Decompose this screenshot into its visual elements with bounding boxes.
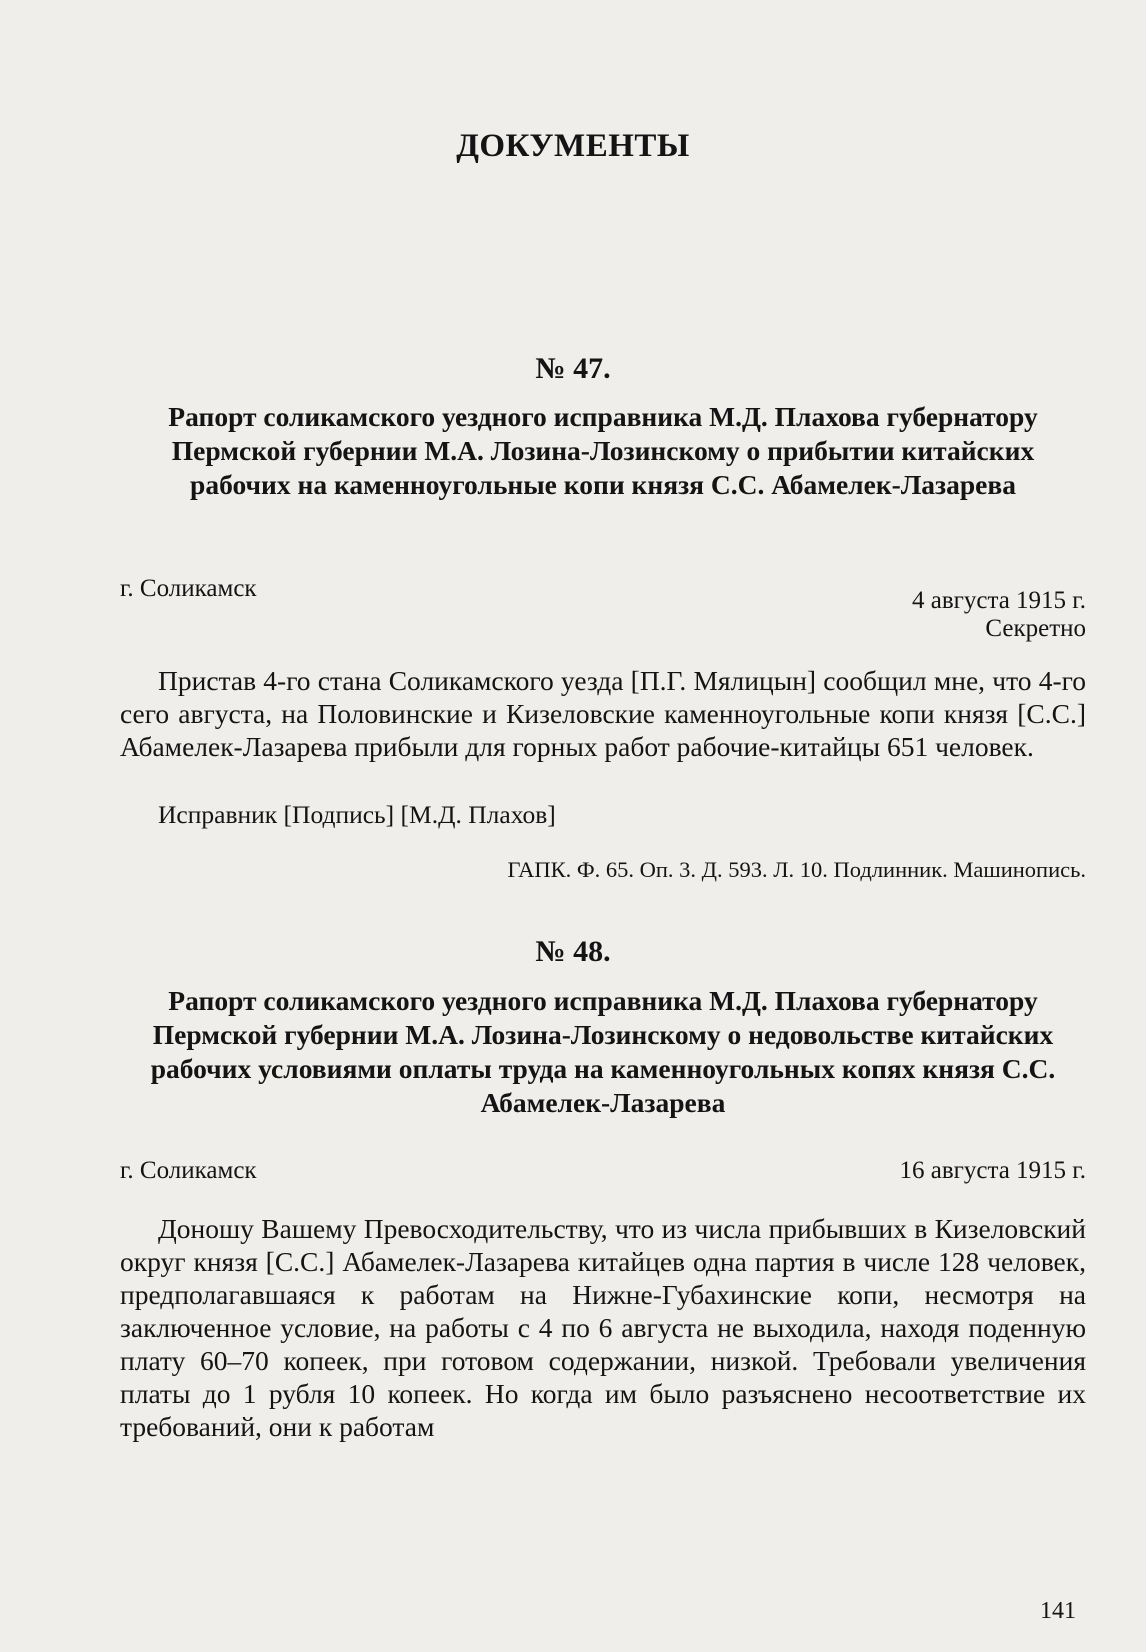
doc-47-signature: Исправник [Подпись] [М.Д. Плахов] bbox=[158, 800, 556, 829]
doc-47-place: г. Соликамск bbox=[120, 575, 257, 602]
doc-47-meta bbox=[120, 575, 1086, 614]
doc-47-date: 4 августа 1915 г. bbox=[911, 587, 1086, 614]
doc-48-place: г. Соликамск bbox=[120, 1157, 257, 1184]
doc-47-archive-ref: ГАПК. Ф. 65. Оп. 3. Д. 593. Л. 10. Подлинник. Машинопись. bbox=[507, 857, 1086, 882]
doc-48-body: Доношу Вашему Превосходительству, что из числа прибывших в Кизеловский округ князя [С.С.] Абамелек-Лазарева китайцев одна партия в числе 128 человек, предполагавшаяся к работам на Нижне-Губахинские копи, несмотря на заключенное условие, на работы с 4 по 6 августа не выходила, находя поденную плату 60–70 копеек, при готовом содержании, низкой. Требовали увеличения платы до 1 рубля 10 копеек. Но когда им было разъяснено несоответствие их требований, они к работам bbox=[120, 1213, 1086, 1442]
doc-48-title: Рапорт соликамского уездного исправника М.Д. Плахова губернатору Пермской губернии М.А. Лозина-Лозинскому о недовольстве китайских рабочих условиями оплаты труда на каменноугольных копях князя С.С. Абамелек-Лазарева bbox=[150, 985, 1056, 1118]
doc-47-number: № 47. bbox=[535, 352, 611, 385]
doc-48-meta bbox=[120, 1157, 1086, 1187]
doc-47-secret-mark: Секретно bbox=[985, 615, 1086, 642]
doc-47-title: Рапорт соликамского уездного исправника М.Д. Плахова губернатору Пермской губернии М.А. Лозина-Лозинскому о прибытии китайских рабочих на каменноугольные копи князя С.С. Абамелек-Лазарева bbox=[168, 401, 1038, 500]
doc-48-date: 16 августа 1915 г. bbox=[899, 1157, 1086, 1184]
section-title: ДОКУМЕНТЫ bbox=[456, 128, 690, 164]
doc-47-body: Пристав 4-го стана Соликамского уезда [П.Г. Мялицын] сообщил мне, что 4-го сего августа, на Половинские и Кизеловские каменноугольные копи князя [С.С.] Абамелек-Лазарева прибыли для горных работ рабочие-китайцы 651 человек. bbox=[120, 665, 1086, 762]
doc-48-number: № 48. bbox=[535, 935, 611, 968]
page-number: 141 bbox=[1040, 1598, 1076, 1624]
